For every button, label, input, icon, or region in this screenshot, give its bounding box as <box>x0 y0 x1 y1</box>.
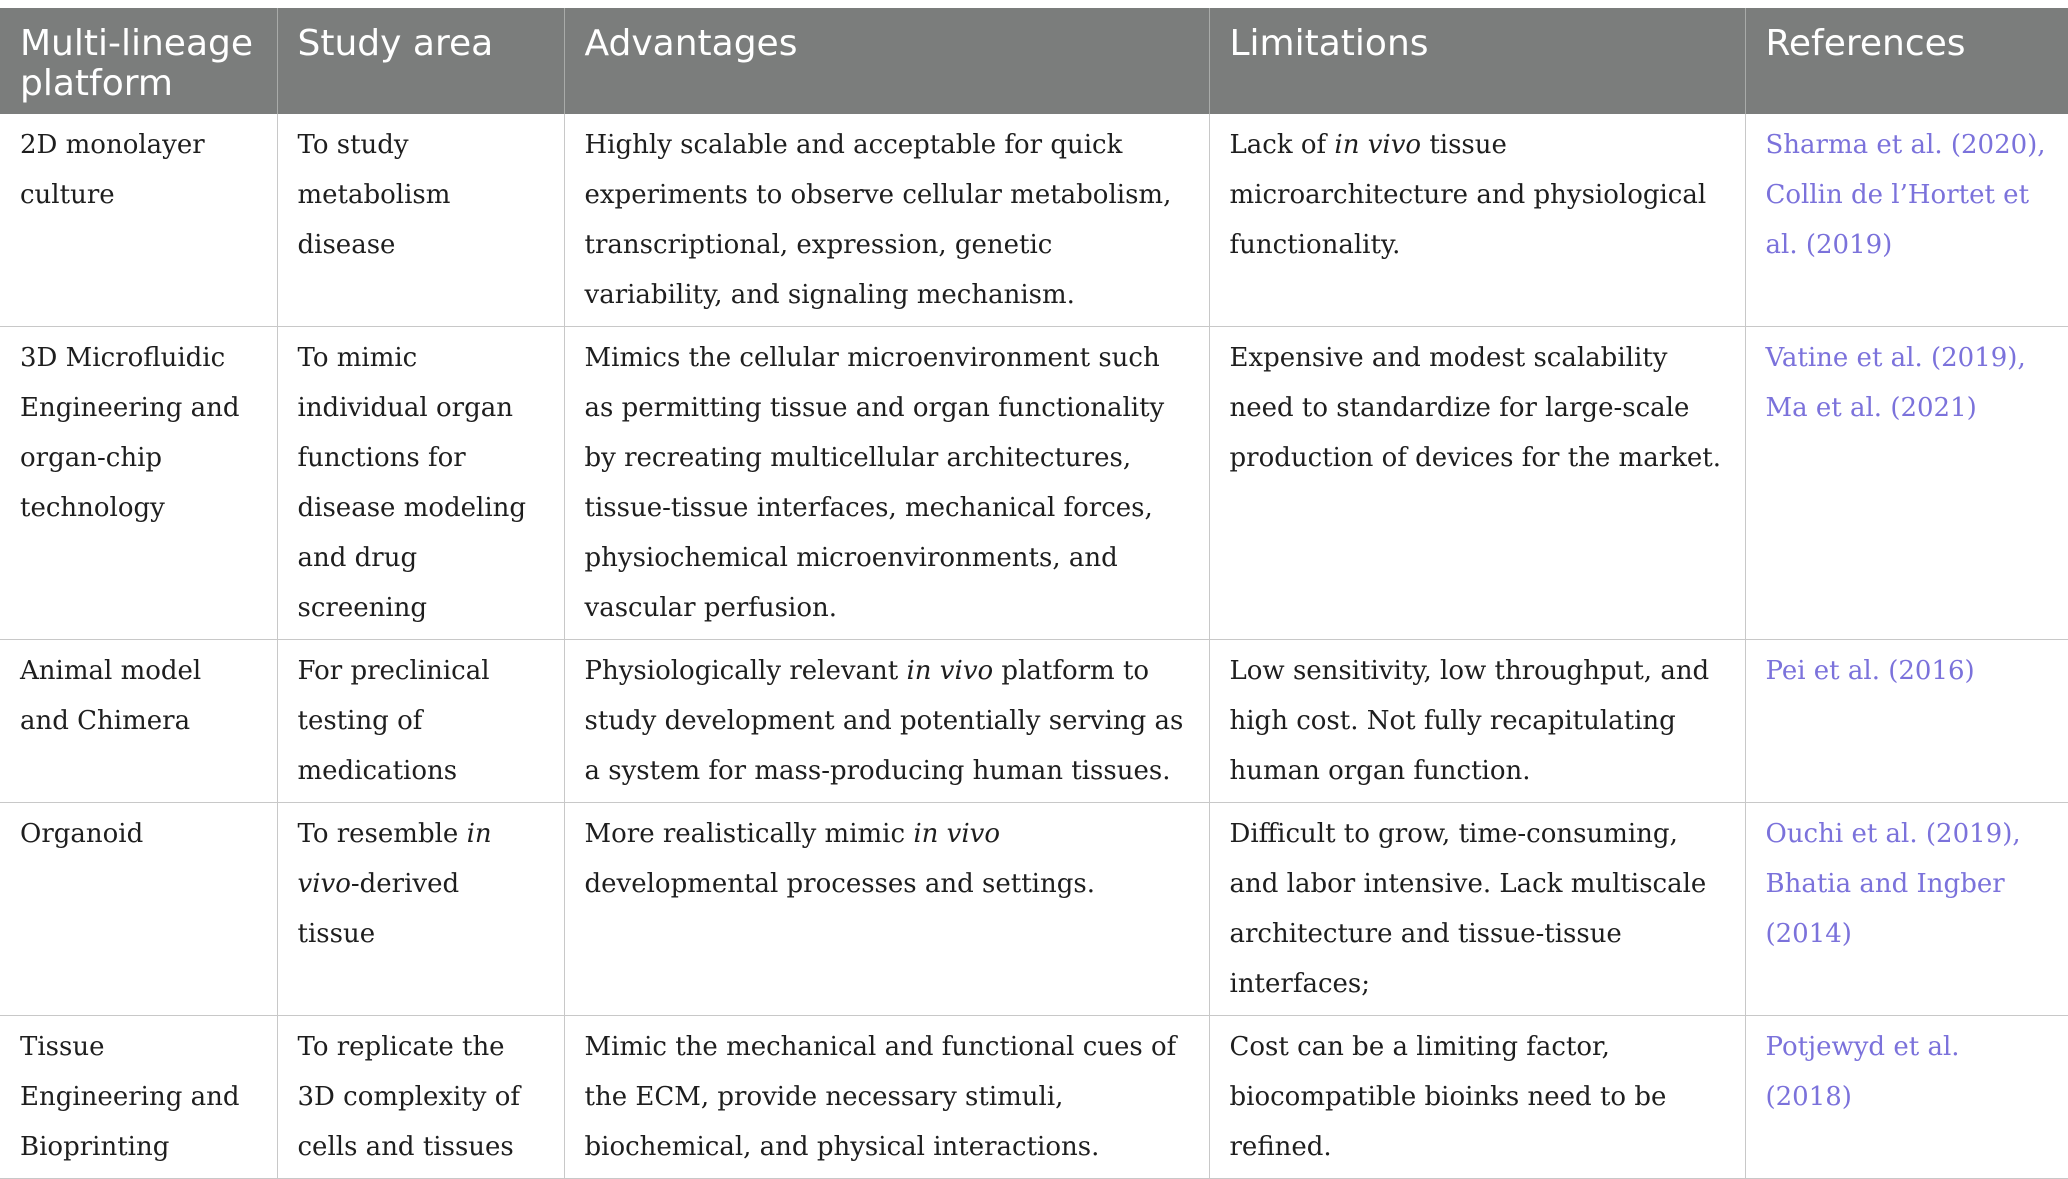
italic-term: in vivo <box>913 819 1000 849</box>
text-run: Low sensitivity, low throughput, and high cost. Not fully recapitulating human organ function. <box>1229 656 1710 786</box>
study-area-cell: To study metabolism disease <box>277 114 564 327</box>
text-run: Physiologically relevant <box>584 656 907 686</box>
table-row <box>0 640 2068 803</box>
limitations-cell <box>1209 1016 1745 1179</box>
header-limitations: Limitations <box>1209 8 1745 114</box>
italic-term: in vivo <box>297 819 492 899</box>
limitations-cell <box>1209 327 1745 640</box>
text-run: Mimic the mechanical and functional cues of the ECM, provide necessary stimuli, biochemical, and physical interactions. <box>584 1032 1177 1162</box>
text-run: platform to study development and potentially serving as a system for mass-producing human tissues. <box>584 656 1184 786</box>
table-body <box>0 114 2068 1179</box>
table-row <box>0 803 2068 1016</box>
text-run: developmental processes and settings. <box>584 869 1095 899</box>
table-row <box>0 114 2068 327</box>
advantages-cell <box>564 114 1209 327</box>
header-advantages: Advantages <box>564 8 1209 114</box>
text-run: To resemble <box>297 819 467 849</box>
study-area-cell <box>277 803 564 1016</box>
text-run: More realistically mimic <box>584 819 914 849</box>
platform-cell: Animal model and Chimera <box>0 640 277 803</box>
comparison-table <box>0 8 2068 1179</box>
platform-cell: 3D Microfluidic Engineering and organ-chip technology <box>0 327 277 640</box>
advantages-cell <box>564 1016 1209 1179</box>
advantages-cell <box>564 803 1209 1016</box>
limitations-cell <box>1209 803 1745 1016</box>
study-area-cell: To replicate the 3D complexity of cells and tissues <box>277 1016 564 1179</box>
table-row <box>0 327 2068 640</box>
text-run: Expensive and modest scalability need to standardize for large-scale production of devices for the market. <box>1229 343 1721 473</box>
text-run: -derived tissue <box>297 869 460 949</box>
italic-term: in vivo <box>1334 130 1422 160</box>
references-link[interactable]: Pei et al. (2016) <box>1745 640 2068 803</box>
header-row <box>0 8 2068 114</box>
platform-cell: 2D monolayer culture <box>0 114 277 327</box>
references-link[interactable]: Vatine et al. (2019), Ma et al. (2021) <box>1745 327 2068 640</box>
header-study-area: Study area <box>277 8 564 114</box>
advantages-cell <box>564 640 1209 803</box>
header-references: References <box>1745 8 2068 114</box>
references-link[interactable]: Ouchi et al. (2019), Bhatia and Ingber (2014) <box>1745 803 2068 1016</box>
study-area-cell: For preclinical testing of medications <box>277 640 564 803</box>
text-run: Cost can be a limiting factor, biocompatible bioinks need to be refined. <box>1229 1032 1667 1162</box>
table-row <box>0 1016 2068 1179</box>
table-header <box>0 8 2068 114</box>
references-link[interactable]: Potjewyd et al. (2018) <box>1745 1016 2068 1179</box>
text-run: Difficult to grow, time-consuming, and labor intensive. Lack multiscale architecture and tissue-tissue interfaces; <box>1229 819 1707 999</box>
references-link[interactable]: Sharma et al. (2020), Collin de l’Hortet et al. (2019) <box>1745 114 2068 327</box>
platform-cell: Tissue Engineering and Bioprinting <box>0 1016 277 1179</box>
text-run: Mimics the cellular microenvironment such as permitting tissue and organ functionality by recreating multicellular architectures, tissue-tissue interfaces, mechanical forces, physiochemical microenvironments, and vascular perfusion. <box>584 343 1165 623</box>
text-run: Highly scalable and acceptable for quick experiments to observe cellular metabolism, transcriptional, expression, genetic variability, and signaling mechanism. <box>584 130 1172 310</box>
platform-cell: Organoid <box>0 803 277 1016</box>
limitations-cell <box>1209 114 1745 327</box>
text-run: Lack of <box>1229 130 1335 160</box>
header-platform: Multi-lineage platform <box>0 8 277 114</box>
text-run: tissue microarchitecture and physiological functionality. <box>1229 130 1707 260</box>
study-area-cell: To mimic individual organ functions for disease modeling and drug screening <box>277 327 564 640</box>
advantages-cell <box>564 327 1209 640</box>
limitations-cell <box>1209 640 1745 803</box>
italic-term: in vivo <box>906 656 994 686</box>
